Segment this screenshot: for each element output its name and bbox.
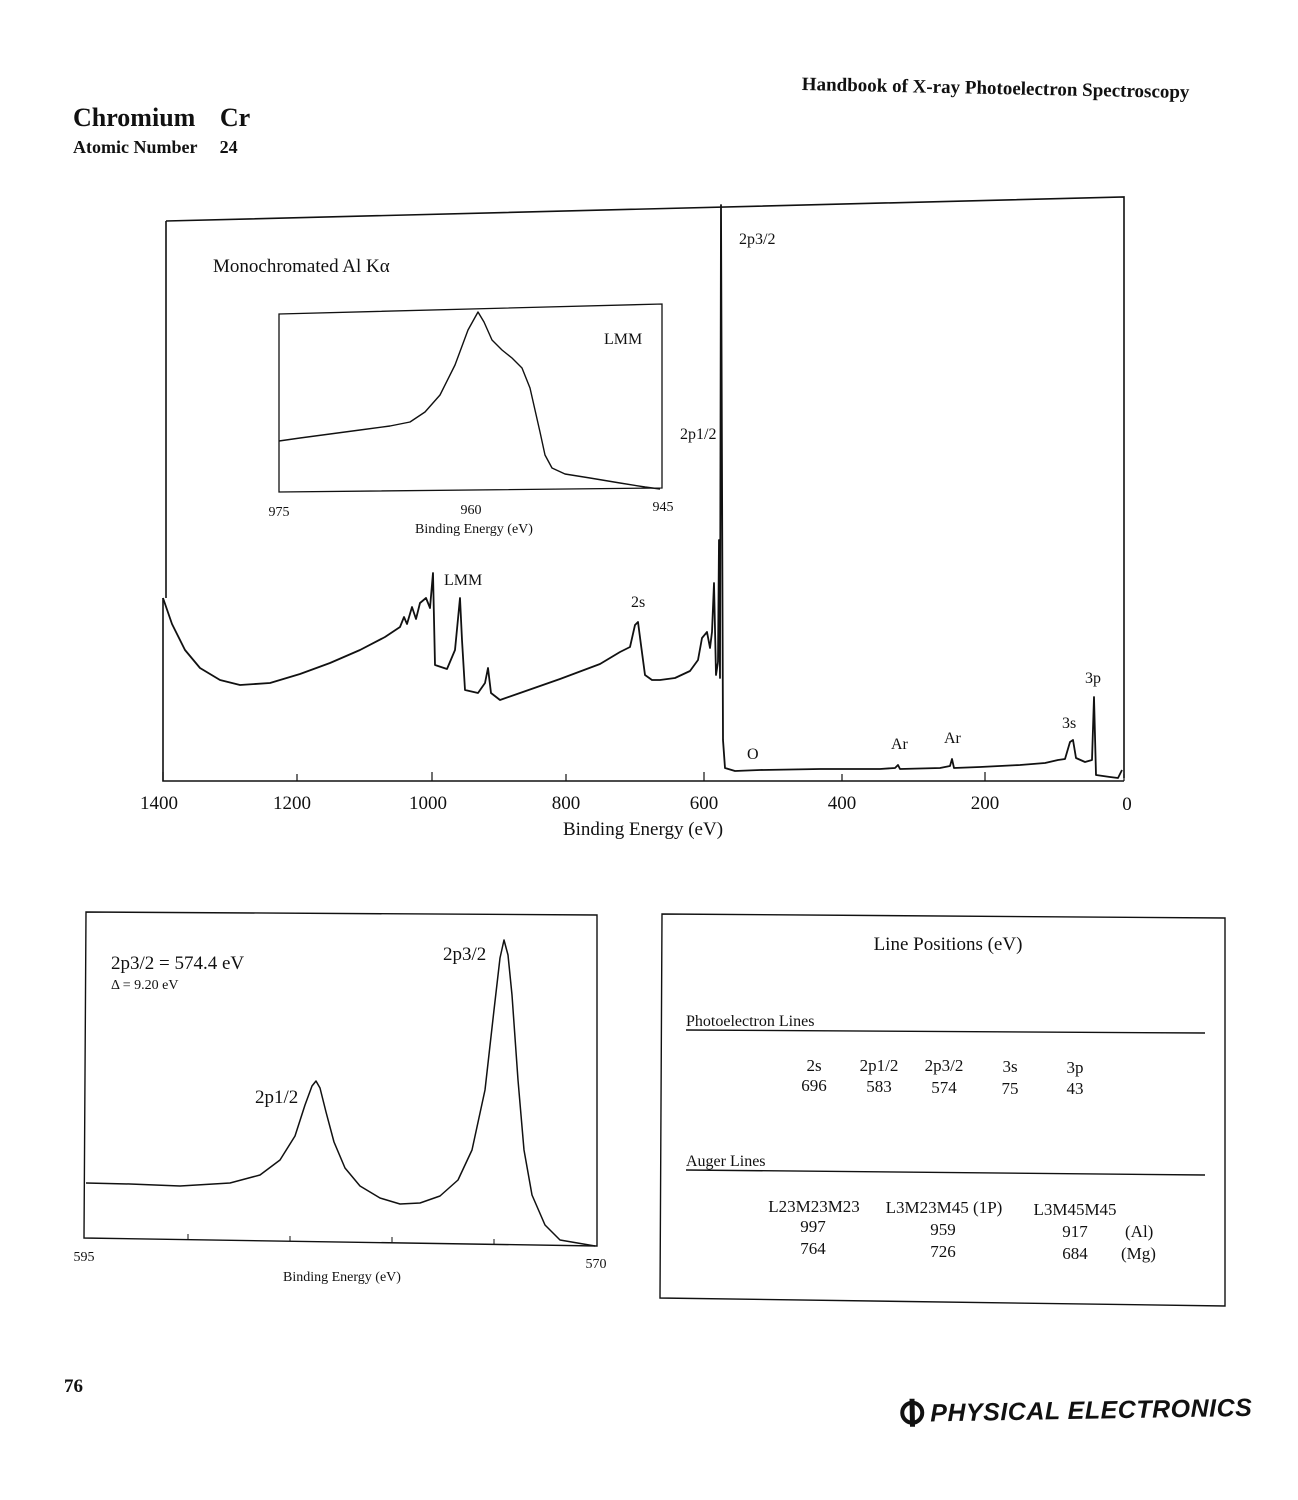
survey-peak-2p32: [739, 231, 775, 248]
auger-label-2: L3M23M45 (1P): [885, 1198, 1003, 1217]
phi-logo-icon: [898, 1398, 927, 1428]
survey-tick-200: 200: [970, 793, 1000, 814]
survey-tick-400: 400: [827, 793, 857, 814]
survey-tick-0: 0: [1122, 794, 1132, 815]
survey-peak-2p12-label: 2p1/2: [680, 426, 717, 443]
auger-value-1-al: 997: [800, 1217, 826, 1236]
auger-heading: Auger Lines: [686, 1153, 766, 1170]
survey-peak-2p12: [680, 426, 716, 443]
survey-trace-detail: [718, 205, 1122, 778]
photo-label-3s: 3s: [1002, 1057, 1018, 1076]
detail-peak-2p32: [443, 944, 486, 965]
survey-peak-3p: 3p: [1085, 670, 1101, 687]
survey-xlabel: Binding Energy (eV): [562, 819, 724, 840]
line-positions-title: Line Positions (eV): [873, 934, 1023, 955]
element-symbol: Cr: [219, 103, 251, 132]
survey-ticks: [163, 772, 1124, 781]
photo-label-2p32: 2p3/2: [924, 1056, 964, 1075]
survey-tick-800: 800: [551, 793, 581, 814]
auger-label-1: L23M23M23: [768, 1197, 860, 1216]
survey-trace-wide: [163, 573, 718, 700]
page-number: 76: [64, 1376, 83, 1397]
photo-value-2s: 696: [801, 1076, 827, 1095]
detail-peak-2p12-label: 2p1/2: [255, 1087, 299, 1108]
photo-label-2p12: 2p1/2: [859, 1056, 899, 1075]
survey-tick-1200: 1200: [273, 793, 311, 814]
line-positions-box: [640, 900, 1240, 1320]
auger-rule: [686, 1170, 1205, 1175]
source-al: (Al): [1125, 1222, 1154, 1241]
atomic-number: 24: [219, 137, 238, 157]
survey-peak-ar-1: Ar: [891, 736, 908, 753]
element-name: Chromium: [73, 103, 196, 132]
photo-heading: Photoelectron Lines: [686, 1013, 815, 1030]
photo-value-3p: 43: [1066, 1079, 1084, 1098]
inset-tick-975: 975: [268, 505, 290, 520]
survey-peak-2s: 2s: [631, 594, 646, 611]
handbook-title: Handbook of X-ray Photoelectron Spectroscopy: [801, 74, 1190, 104]
survey-tick-1400: 1400: [140, 793, 178, 814]
company-name: PHYSICAL ELECTRONICS: [930, 1393, 1253, 1428]
photo-value-2p12: 583: [866, 1077, 892, 1096]
survey-peak-2p32-label: 2p3/2: [739, 231, 776, 248]
photo-label-2s: 2s: [806, 1056, 822, 1075]
company-logo: [898, 1392, 1253, 1429]
photo-value-3s: 75: [1001, 1079, 1019, 1098]
inset-xlabel: Binding Energy (eV): [415, 522, 533, 537]
photo-rule: [686, 1030, 1205, 1033]
survey-peak-3s: 3s: [1062, 715, 1077, 732]
detail-tick-570: 570: [585, 1257, 607, 1272]
survey-tick-600: 600: [689, 793, 719, 814]
auger-label-3: L3M45M45: [1033, 1200, 1117, 1219]
detail-annotation-main: [111, 953, 244, 974]
survey-tick-1000: 1000: [409, 793, 447, 814]
detail-annotation-main-text: 2p3/2 = 574.4 eV: [111, 953, 245, 974]
detail-peak-2p32-label: 2p3/2: [443, 944, 487, 965]
survey-peak-lmm: LMM: [444, 572, 483, 589]
photo-value-2p32: 574: [931, 1078, 957, 1097]
survey-peak-o: O: [747, 746, 759, 763]
auger-value-3-al: 917: [1062, 1222, 1088, 1241]
detail-peak-2p12: [255, 1087, 298, 1108]
inset-label: LMM: [604, 331, 643, 348]
auger-value-1-mg: 764: [800, 1239, 826, 1258]
detail-xlabel: Binding Energy (eV): [283, 1270, 401, 1285]
atomic-number-label: Atomic Number: [73, 137, 198, 157]
detail-annotation-delta: Δ = 9.20 eV: [111, 978, 179, 993]
inset-tick-945: 945: [652, 500, 674, 515]
source-mg: (Mg): [1121, 1244, 1156, 1263]
auger-value-2-mg: 726: [930, 1242, 956, 1261]
detail-spectrum: [0, 880, 640, 1300]
auger-value-3-mg: 684: [1062, 1244, 1088, 1263]
detail-tick-595: 595: [73, 1250, 95, 1265]
survey-peak-ar-2: Ar: [944, 730, 961, 747]
inset-tick-960: 960: [460, 503, 482, 518]
auger-value-2-al: 959: [930, 1220, 956, 1239]
photo-label-3p: 3p: [1066, 1058, 1084, 1077]
source-label: Monochromated Al Kα: [213, 256, 390, 277]
